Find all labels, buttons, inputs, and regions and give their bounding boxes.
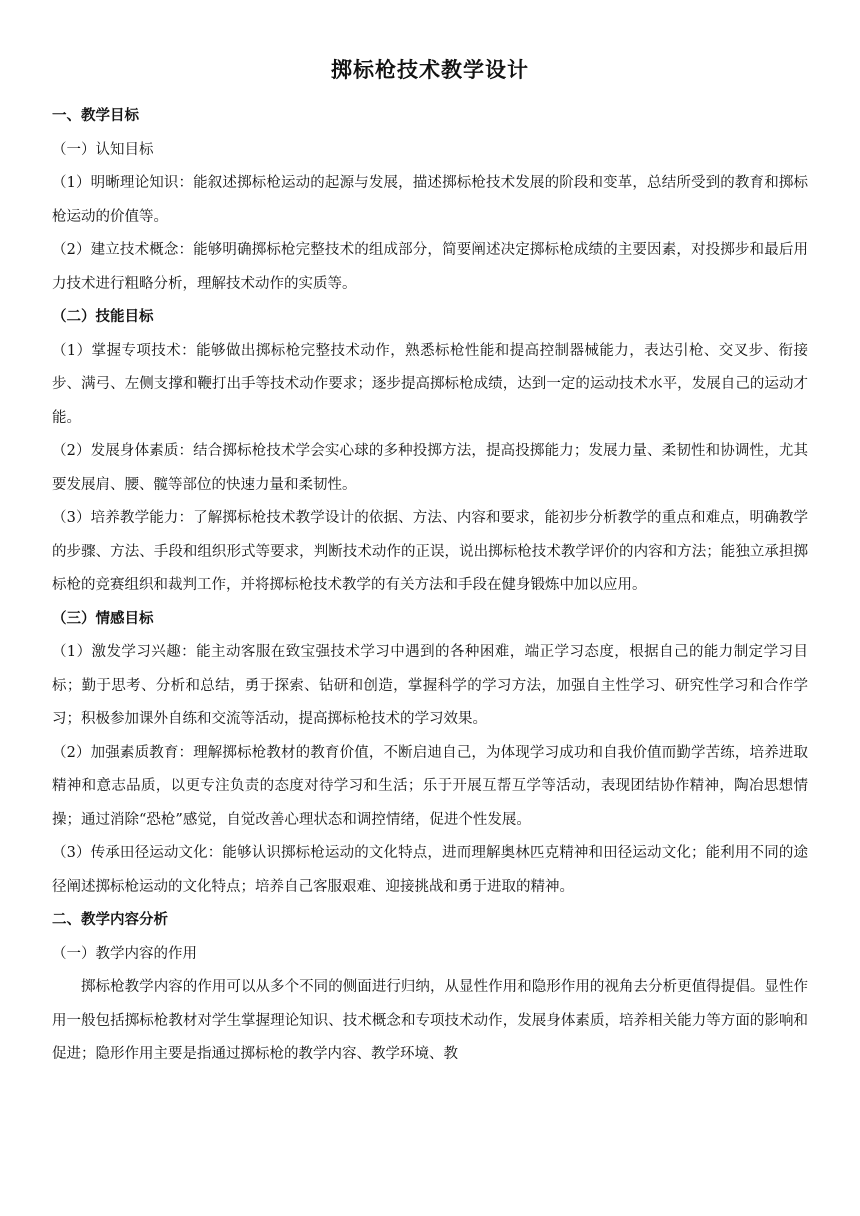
- subsection-heading-cognitive: （一）认知目标: [52, 141, 154, 158]
- paragraph: （1）明晰理论知识：能叙述掷标枪运动的起源与发展，描述掷标枪技术发展的阶段和变革，总结所受到的教育和掷标枪运动的价值等。: [52, 175, 808, 225]
- section-heading: 二、教学内容分析: [52, 912, 168, 928]
- paragraph: （1）掌握专项技术：能够做出掷标枪完整技术动作，熟悉标枪性能和提高控制器械能力，表达引枪、交叉步、衔接步、满弓、左侧支撑和鞭打出手等技术动作要求；逐步提高掷标枪成绩，达到一定的运动技术水平，发展自己的运动才能。: [52, 342, 808, 426]
- paragraph: （3）培养教学能力：了解掷标枪技术教学设计的依据、方法、内容和要求，能初步分析教学的重点和难点，明确教学的步骤、方法、手段和组织形式等要求，判断技术动作的正误，说出掷标枪技术教学评价的内容和方法；能独立承担掷标枪的竞赛组织和裁判工作，并将掷标枪技术教学的有关方法和手段在健身锻炼中加以应用。: [52, 510, 808, 593]
- paragraph: （1）激发学习兴趣：能主动客服在致宝强技术学习中遇到的各种困难，端正学习态度，根据自己的能力制定学习目标；勤于思考、分析和总结，勇于探索、钻研和创造，掌握科学的学习方法，加强自主性学习、研究性学习和合作学习；积极参加课外自练和交流等活动，提高掷标枪技术的学习效果。: [52, 644, 808, 727]
- paragraph: （2）发展身体素质：结合掷标枪技术学会实心球的多种投掷方法，提高投掷能力；发展力量、柔韧性和协调性，尤其要发展肩、腰、髋等部位的快速力量和柔韧性。: [52, 443, 808, 493]
- section-teaching-goals: [52, 100, 808, 904]
- subsection-heading-role: （一）教学内容的作用: [52, 945, 197, 962]
- paragraph: （2）加强素质教育：理解掷标枪教材的教育价值，不断启迪自己，为体现学习成功和自我价值而勤学苦练，培养进取精神和意志品质，以更专注负责的态度对待学习和生活；乐于开展互帮互学等活动，表现团结协作精神，陶冶思想情操；通过消除“恐枪”感觉，自觉改善心理状态和调控情绪，促进个性发展。: [52, 744, 808, 828]
- paragraph: （2）建立技术概念：能够明确掷标枪完整技术的组成部分，简要阐述决定掷标枪成绩的主要因素，对投掷步和最后用力技术进行粗略分析，理解技术动作的实质等。: [52, 242, 808, 292]
- document-title: 掷标枪技术教学设计: [331, 58, 529, 82]
- subsection-heading-skill: （二）技能目标: [52, 309, 154, 325]
- subsection-heading-emotion: （三）情感目标: [52, 610, 154, 627]
- paragraph: 掷标枪教学内容的作用可以从多个不同的侧面进行归纳，从显性作用和隐形作用的视角去分析更值得提倡。显性作用一般包括掷标枪教材对学生掌握理论知识、技术概念和专项技术动作，发展身体素质，培养相关能力等方面的影响和促进；隐形作用主要是指通过掷标枪的教学内容、教学环境、教: [52, 979, 808, 1062]
- section-content-analysis: [52, 904, 808, 1072]
- paragraph: （3）传承田径运动文化：能够认识掷标枪运动的文化特点，进而理解奥林匹克精神和田径运动文化；能利用不同的途径阐述掷标枪运动的文化特点；培养自己客服艰难、迎接挑战和勇于进取的精神。: [52, 845, 808, 895]
- section-heading: 一、教学目标: [52, 108, 139, 124]
- document-page: [52, 52, 808, 1072]
